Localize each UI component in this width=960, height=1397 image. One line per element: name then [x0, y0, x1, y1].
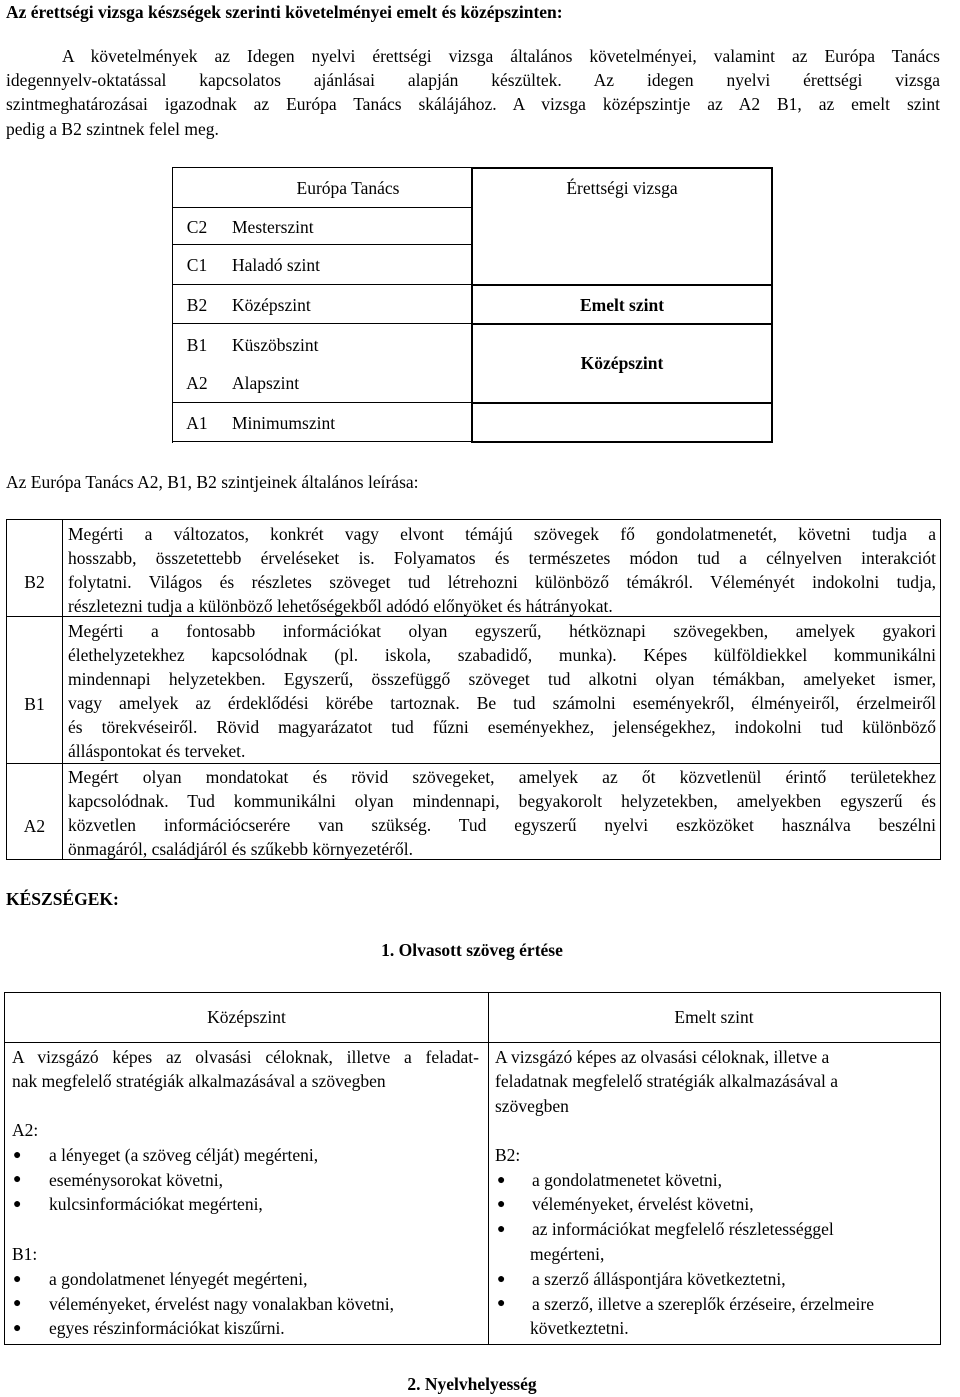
- desc-level-code: B1: [24, 694, 45, 714]
- desc-line: mindennapi helyzetekben. Egyszerű, összefüggő szöveget tud alkotni olyan témákban, amelyeket ismer,: [68, 669, 936, 689]
- exam-divider: [471, 284, 773, 286]
- left-b1-item: egyes részinformációkat kiszűrni.: [49, 1318, 285, 1338]
- desc-level-code: B2: [24, 572, 45, 592]
- cefr-divider: [172, 284, 472, 285]
- left-intro-line: A vizsgázó képes az olvasási céloknak, illetve a feladat-: [12, 1047, 479, 1067]
- bullet-icon: ●: [497, 1173, 506, 1188]
- desc-level-code: A2: [23, 816, 46, 836]
- level-code: B1: [186, 335, 208, 355]
- bullet-icon: ●: [13, 1197, 22, 1212]
- left-b1-label: B1:: [12, 1244, 38, 1264]
- skills-heading: KÉSZSÉGEK:: [6, 889, 119, 909]
- left-b1-item: a gondolatmenet lényegét megérteni,: [49, 1269, 308, 1289]
- bullet-icon: ●: [13, 1296, 22, 1311]
- left-a2-item: a lényeget (a szöveg célját) megérteni,: [49, 1145, 319, 1165]
- skills-table: [4, 992, 941, 1345]
- right-b2-item-cont: megérteni,: [530, 1244, 605, 1264]
- desc-line: élethelyzetekhez kapcsolódnak (pl. iskola, szabadidő, munka). Képes külföldiekkel kommunikálni: [68, 645, 936, 665]
- left-a2-label: A2:: [12, 1120, 39, 1140]
- exam-kozepszint: Középszint: [580, 353, 664, 373]
- level-name: Minimumszint: [232, 413, 336, 433]
- right-intro-line: A vizsgázó képes az olvasási céloknak, illetve a: [495, 1047, 830, 1067]
- cefr-bottom-line: [172, 441, 472, 442]
- bullet-icon: ●: [13, 1321, 22, 1336]
- level-name: Mesterszint: [232, 217, 314, 237]
- skills-header-divider: [5, 1042, 940, 1043]
- skills-header-emelt: Emelt szint: [674, 1007, 754, 1027]
- level-name: Haladó szint: [232, 255, 320, 275]
- desc-line: közvetlen információcserére van szükség. Tud egyszerű nyelvi eszközöket használva beszélni: [68, 815, 936, 835]
- right-b2-item: véleményeket, érvelést követni,: [532, 1194, 754, 1214]
- intro-line-2: idegennyelv-oktatással kapcsolatos ajánlásai alapján készültek. Az idegen nyelvi érettségi vizsga: [6, 70, 940, 90]
- right-b2-item: az információkat megfelelő részletességgel: [532, 1219, 834, 1239]
- cefr-divider: [172, 402, 472, 403]
- bullet-icon: ●: [497, 1197, 506, 1212]
- exam-divider: [471, 402, 773, 404]
- level-code: A2: [186, 373, 208, 393]
- cefr-divider: [172, 244, 472, 245]
- desc-line: Megérti a fontosabb információkat olyan egyszerű, hétköznapi szövegekben, amelyek gyakori: [68, 621, 936, 641]
- level-name: Alapszint: [232, 373, 300, 393]
- desc-line: vagy amelyek az érdeklődési körébe tartoznak. Be tud számolni eseményekről, élményeiről, érzelmeiről: [68, 693, 936, 713]
- right-intro-line: feladatnak megfelelő stratégiák alkalmazásával a: [495, 1071, 839, 1091]
- exam-divider: [471, 323, 773, 325]
- section-2-title: 2. Nyelvhelyesség: [407, 1374, 537, 1394]
- level-code: C2: [186, 217, 208, 237]
- description-table: [6, 519, 941, 860]
- desc-heading: Az Európa Tanács A2, B1, B2 szintjeinek általános leírása:: [6, 472, 419, 492]
- desc-line: hosszabb, összetettebb érveléseket is. Folyamatos és természetes módon tud a célnyelven interakciót: [68, 548, 936, 568]
- cefr-header-europa: Európa Tanács: [296, 178, 400, 198]
- desc-column-separator: [62, 520, 63, 859]
- level-code: A1: [186, 413, 208, 433]
- skills-column-separator: [488, 993, 489, 1344]
- desc-line: kapcsolódnak. Tud kommunikálni olyan mindennapi, begyakorolt helyzetekben, amelyekben egyszerű és: [68, 791, 936, 811]
- section-1-title: 1. Olvasott szöveg értése: [381, 940, 563, 960]
- bullet-icon: ●: [13, 1148, 22, 1163]
- level-name: Küszöbszint: [232, 335, 319, 355]
- intro-line-3: szintmeghatározásai igazodnak az Európa Tanács skálájához. A vizsga középszintje az A2 B1, az emelt szint: [6, 94, 940, 114]
- right-b2-item: a szerző álláspontjára következtetni,: [532, 1269, 786, 1289]
- desc-line: Megérti a változatos, konkrét vagy elvont témájú szövegek fő gondolatmenetét, követni tudja a: [68, 524, 936, 544]
- cefr-top-line: [172, 167, 472, 168]
- intro-line-4: pedig a B2 szintnek felel meg.: [6, 119, 219, 139]
- level-code: C1: [186, 255, 208, 275]
- desc-line: álláspontokat és terveket.: [68, 741, 246, 761]
- desc-line: folytatni. Világos és részletes szöveget tud létrehozni különböző témákról. Véleményét indokolni tudja,: [68, 572, 936, 592]
- right-b2-item: a szerző, illetve a szereplők érzéseire, érzelmeire: [532, 1294, 875, 1314]
- level-code: B2: [186, 295, 208, 315]
- intro-line-1: A követelmények az Idegen nyelvi érettségi vizsga általános követelményei, valamint az Európa Tanács: [62, 46, 940, 66]
- cefr-divider: [172, 323, 472, 324]
- right-b2-item-cont: következtetni.: [530, 1318, 629, 1338]
- desc-line: önmagáról, családjáról és szűkebb környezetéről.: [68, 839, 414, 859]
- desc-line: részletezni tudja a különböző lehetőségekből adódó előnyöket és hátrányokat.: [68, 596, 613, 616]
- right-b2-item: a gondolatmenetet követni,: [532, 1170, 723, 1190]
- bullet-icon: ●: [13, 1172, 22, 1187]
- bullet-icon: ●: [13, 1272, 22, 1287]
- right-intro-line: szövegben: [495, 1096, 569, 1116]
- desc-line: és törekvéseiről. Rövid magyarázatot tud fűzni eseményekhez, jelenségekhez, indokolni tud különböző: [68, 717, 936, 737]
- right-b2-label: B2:: [495, 1145, 521, 1165]
- bullet-icon: ●: [497, 1296, 506, 1311]
- left-intro-line: nak megfelelő stratégiák alkalmazásával a szövegben: [12, 1071, 386, 1091]
- page-title: Az érettségi vizsga készségek szerinti követelményei emelt és középszinten:: [6, 2, 563, 22]
- exam-emelt-szint: Emelt szint: [579, 295, 665, 315]
- bullet-icon: ●: [497, 1272, 506, 1287]
- left-a2-item: eseménysorokat követni,: [49, 1170, 223, 1190]
- left-a2-item: kulcsinformációkat megérteni,: [49, 1194, 263, 1214]
- cefr-divider: [172, 207, 472, 208]
- level-name: Középszint: [232, 295, 311, 315]
- cefr-header-erettsegi: Érettségi vizsga: [566, 178, 678, 198]
- bullet-icon: ●: [497, 1222, 506, 1237]
- skills-header-kozepszint: Középszint: [207, 1007, 286, 1027]
- desc-line: Megért olyan mondatokat és rövid szövegeket, amelyek az őt közvetlenül érintő területekhez: [68, 767, 936, 787]
- left-b1-item: véleményeket, érvelést nagy vonalakban követni,: [49, 1294, 395, 1314]
